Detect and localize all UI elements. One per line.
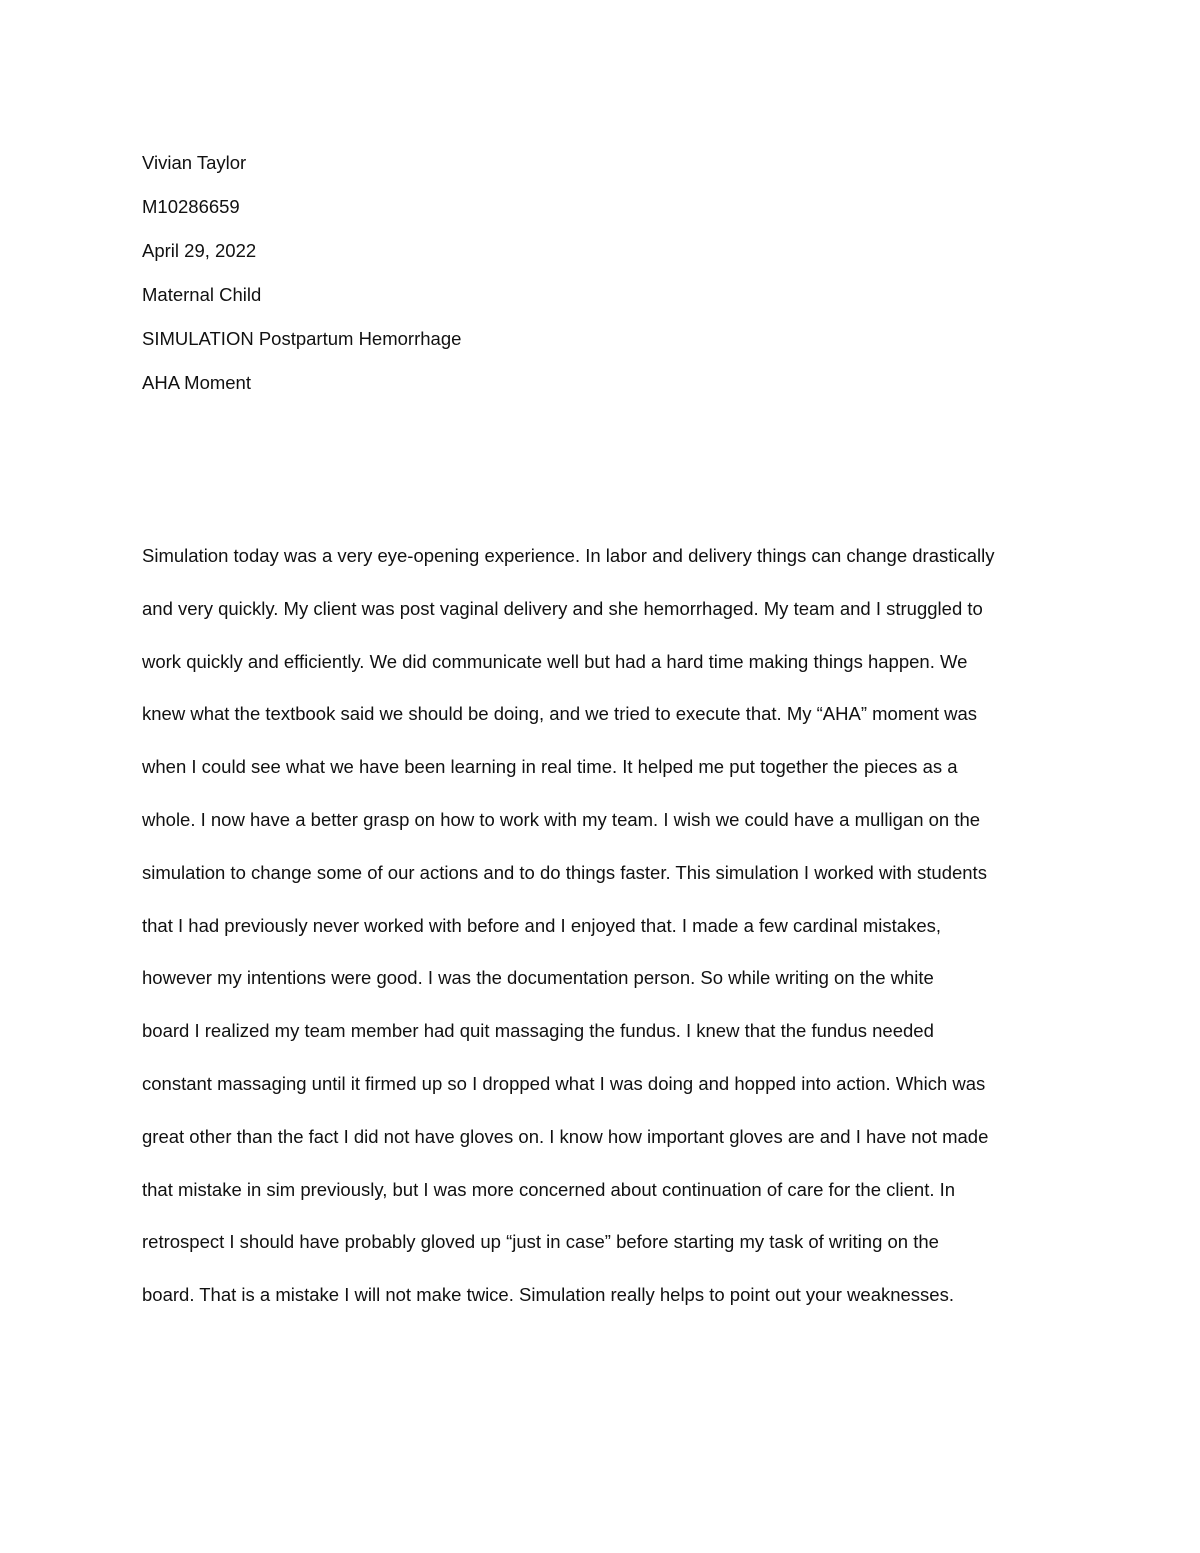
body-line: knew what the textbook said we should be doing, and we tried to execute that. My “AHA” moment was bbox=[142, 703, 977, 725]
body-line: simulation to change some of our actions and to do things faster. This simulation I worked with students bbox=[142, 861, 987, 883]
body-line: that I had previously never worked with before and I enjoyed that. I made a few cardinal mistakes, bbox=[142, 914, 942, 936]
document-body bbox=[142, 530, 1058, 1322]
body-line: and very quickly. My client was post vaginal delivery and she hemorrhaged. My team and I struggled to bbox=[142, 597, 983, 619]
body-line: work quickly and efficiently. We did communicate well but had a hard time making things happen. We bbox=[142, 650, 968, 672]
course-name: Maternal Child bbox=[142, 284, 262, 305]
body-line: great other than the fact I did not have gloves on. I know how important gloves are and I have not made bbox=[142, 1125, 989, 1147]
body-line: however my intentions were good. I was the documentation person. So while writing on the white bbox=[142, 967, 934, 989]
body-line: that mistake in sim previously, but I was more concerned about continuation of care for the client. In bbox=[142, 1178, 956, 1200]
body-line: when I could see what we have been learning in real time. It helped me put together the pieces as a bbox=[142, 756, 958, 778]
body-line: board. That is a mistake I will not make twice. Simulation really helps to point out your weaknesses. bbox=[142, 1284, 954, 1306]
body-line: retrospect I should have probably gloved up “just in case” before starting my task of writing on the bbox=[142, 1231, 939, 1253]
body-line: whole. I now have a better grasp on how to work with my team. I wish we could have a mulligan on the bbox=[142, 808, 981, 830]
student-id: M10286659 bbox=[142, 196, 240, 217]
assignment-subtitle: AHA Moment bbox=[142, 372, 251, 393]
document-date: April 29, 2022 bbox=[142, 240, 257, 261]
body-line: constant massaging until it firmed up so I dropped what I was doing and hopped into action. Which was bbox=[142, 1072, 986, 1094]
body-line: Simulation today was a very eye-opening experience. In labor and delivery things can change drastically bbox=[142, 545, 995, 566]
author-name: Vivian Taylor bbox=[142, 152, 247, 173]
body-line: board I realized my team member had quit massaging the fundus. I knew that the fundus needed bbox=[142, 1020, 934, 1042]
assignment-title: SIMULATION Postpartum Hemorrhage bbox=[142, 328, 462, 349]
document-header bbox=[142, 141, 1062, 405]
